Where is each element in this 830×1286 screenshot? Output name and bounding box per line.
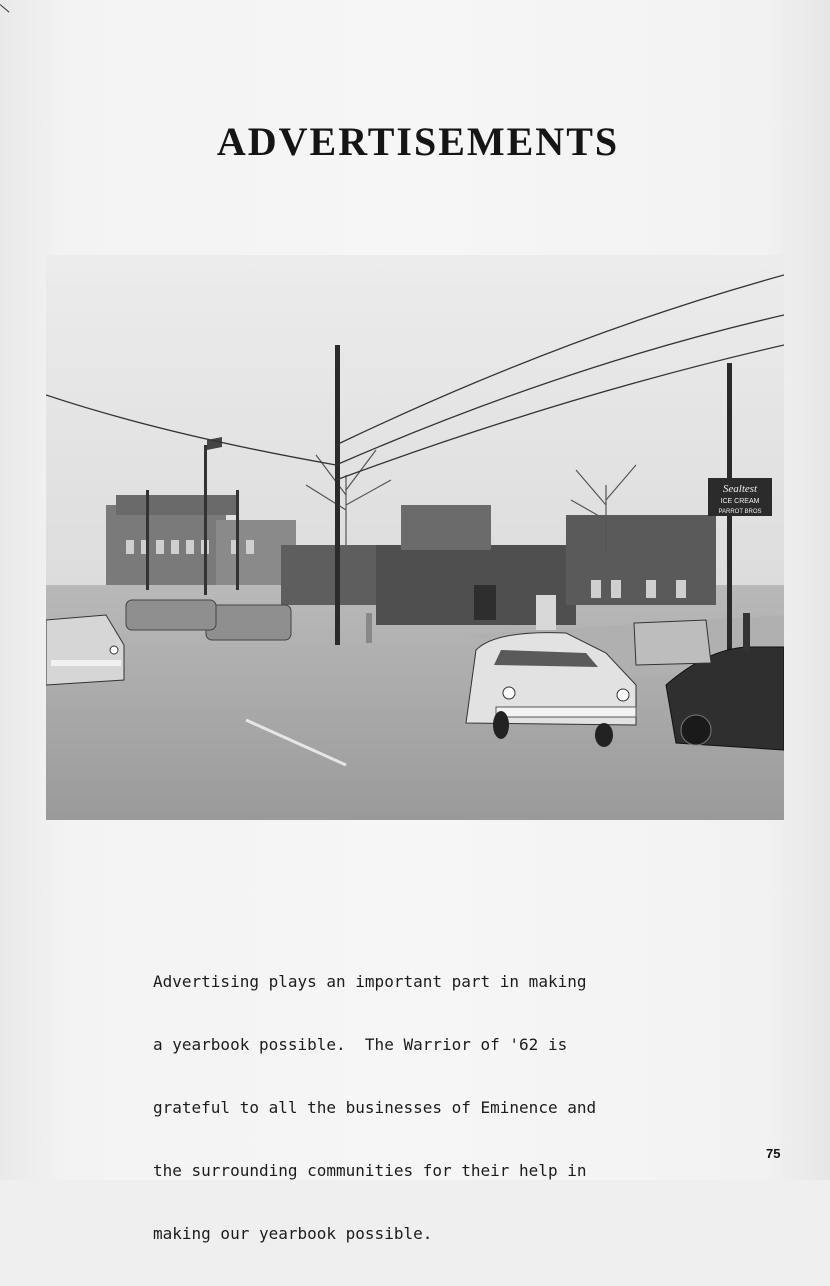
- sign-brand: Sealtest: [722, 483, 758, 495]
- street-photo: [46, 255, 784, 820]
- caption-line: a yearbook possible. The Warrior of '62 is: [153, 1035, 568, 1054]
- caption-line: grateful to all the businesses of Eminence and: [153, 1098, 597, 1117]
- caption-line: Advertising plays an important part in making: [153, 972, 587, 991]
- caption-text: [153, 929, 713, 1286]
- sign-store: PARROT BROS: [718, 509, 762, 515]
- page-title: ADVERTISEMENTS: [216, 119, 620, 164]
- corner-scan-mark: [0, 4, 10, 12]
- page-number: 75: [766, 1146, 781, 1161]
- caption-line: the surrounding communities for their help in: [153, 1161, 587, 1180]
- caption-line: making our yearbook possible.: [153, 1224, 433, 1243]
- sign-product: ICE CREAM: [720, 498, 760, 505]
